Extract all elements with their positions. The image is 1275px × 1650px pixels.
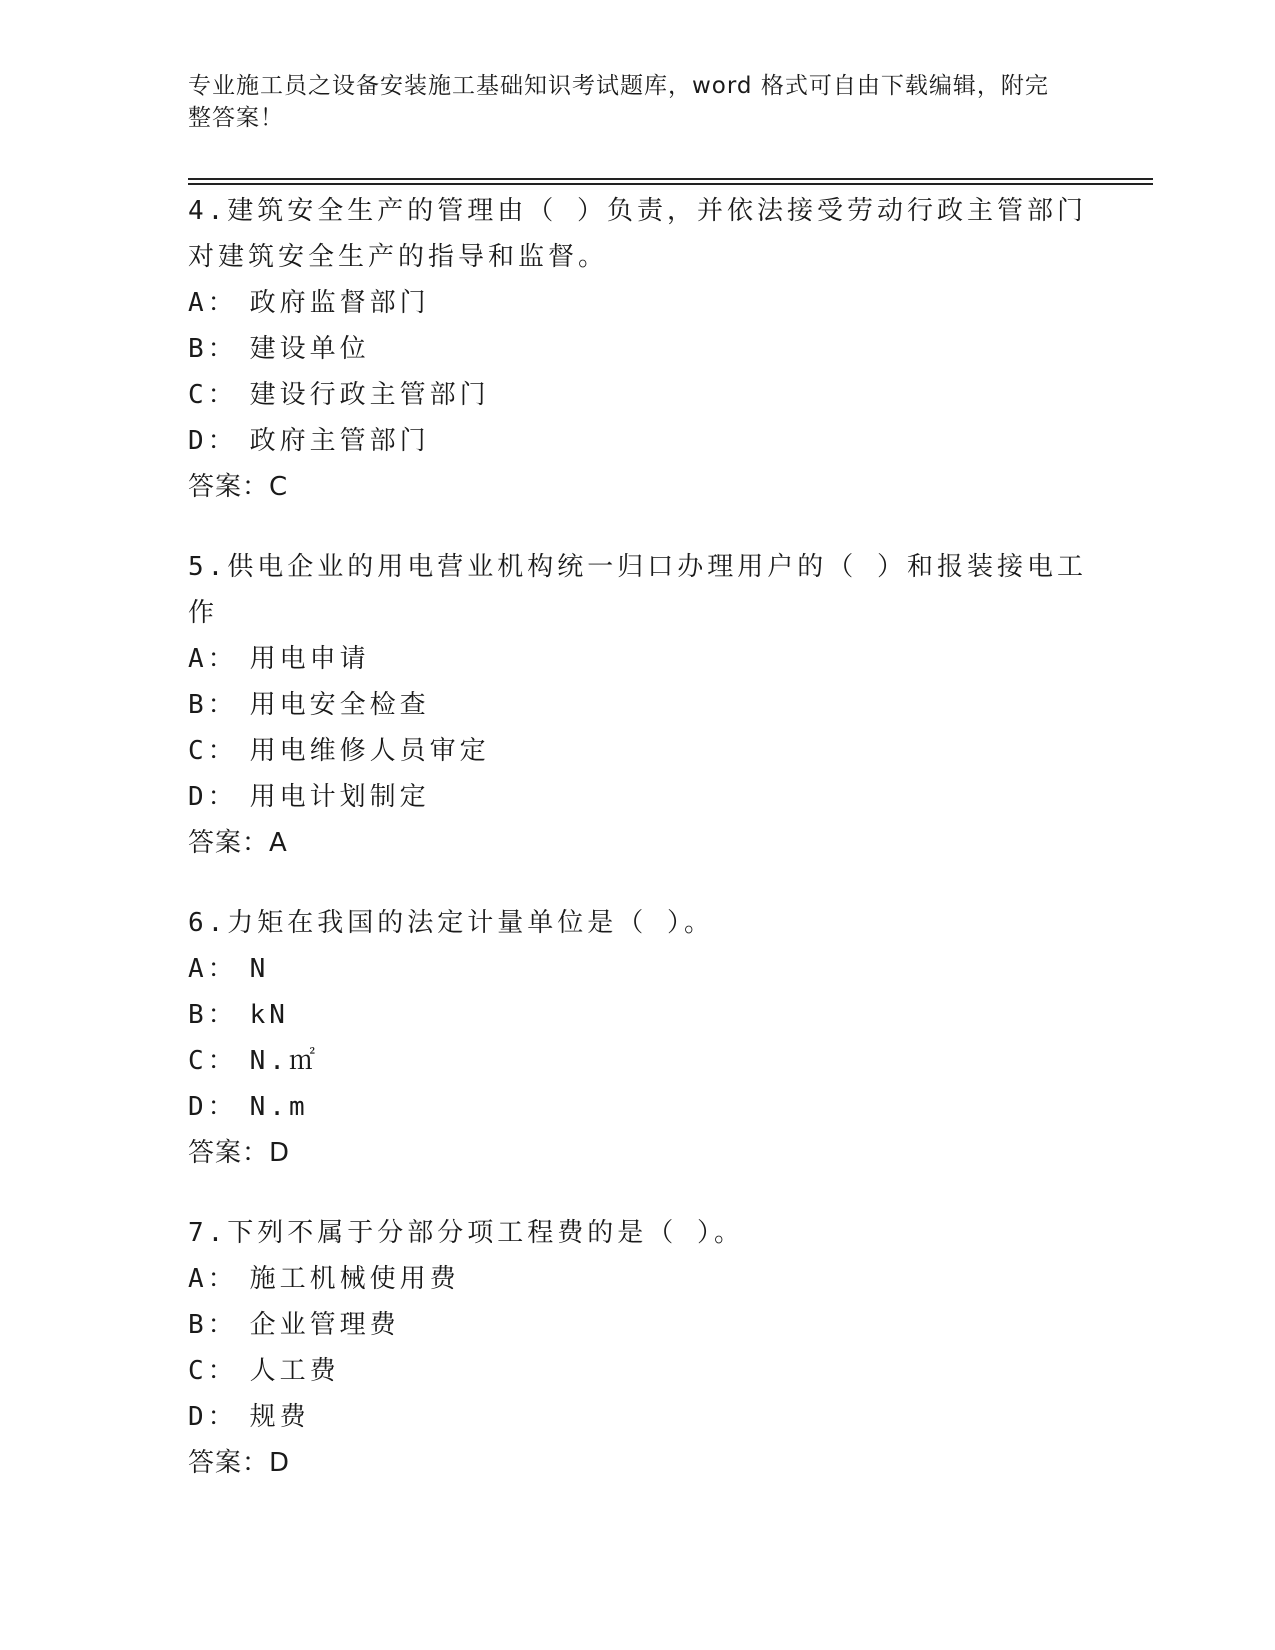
option-label: D：	[188, 1402, 238, 1432]
option-text: 用电计划制定	[249, 782, 430, 812]
question-text: 7.下列不属于分部分项工程费的是（ ）。	[188, 1218, 744, 1248]
option-label: B：	[188, 334, 238, 364]
option-b	[188, 326, 1088, 372]
option-a	[188, 946, 1088, 992]
question-7	[188, 1210, 1088, 1486]
option-text: 用电安全检查	[249, 690, 430, 720]
header-line-2: 整答案！	[188, 105, 284, 131]
option-label: A：	[188, 644, 238, 674]
option-c	[188, 372, 1088, 418]
option-d	[188, 1084, 1088, 1130]
option-text: kN	[249, 1000, 289, 1030]
option-text: 政府监督部门	[249, 288, 430, 318]
option-label: D：	[188, 426, 238, 456]
option-label: A：	[188, 1264, 238, 1294]
option-a	[188, 1256, 1088, 1302]
header-line-1: 专业施工员之设备安装施工基础知识考试题库，word 格式可自由下载编辑，附完	[188, 73, 1049, 99]
option-text: 政府主管部门	[249, 426, 430, 456]
header-divider-bottom	[188, 183, 1153, 185]
option-c	[188, 728, 1088, 774]
option-text: 用电维修人员审定	[249, 736, 490, 766]
question-4	[188, 188, 1088, 510]
option-text: N.㎡	[249, 1046, 319, 1076]
option-d	[188, 418, 1088, 464]
option-b	[188, 1302, 1088, 1348]
option-label: C：	[188, 1356, 238, 1386]
option-label: B：	[188, 1000, 238, 1030]
option-d	[188, 1394, 1088, 1440]
question-list	[188, 188, 1088, 1520]
question-text: 5.供电企业的用电营业机构统一归口办理用户的（ ）和报装接电工作	[188, 552, 1087, 628]
option-text: 规费	[249, 1402, 310, 1432]
option-text: N.m	[249, 1092, 309, 1122]
question-text: 6.力矩在我国的法定计量单位是（ ）。	[188, 908, 714, 938]
option-label: B：	[188, 690, 238, 720]
option-text: 用电申请	[249, 644, 370, 674]
option-label: A：	[188, 288, 238, 318]
option-text: 施工机械使用费	[249, 1264, 460, 1294]
option-a	[188, 636, 1088, 682]
question-text: 4.建筑安全生产的管理由（ ）负责，并依法接受劳动行政主管部门对建筑安全生产的指导和监督。	[188, 196, 1087, 272]
option-label: B：	[188, 1310, 238, 1340]
option-label: C：	[188, 736, 238, 766]
option-c	[188, 1038, 1088, 1084]
header-divider-top	[188, 178, 1153, 180]
option-label: C：	[188, 380, 238, 410]
option-text: N	[249, 954, 270, 984]
answer-line: 答案：A	[188, 828, 288, 858]
question-5	[188, 544, 1088, 866]
option-c	[188, 1348, 1088, 1394]
answer-line: 答案：D	[188, 1138, 291, 1168]
option-a	[188, 280, 1088, 326]
document-header	[188, 70, 1088, 134]
option-text: 建设单位	[249, 334, 370, 364]
question-6	[188, 900, 1088, 1176]
option-label: D：	[188, 782, 238, 812]
option-b	[188, 682, 1088, 728]
option-text: 人工费	[249, 1356, 340, 1386]
option-label: D：	[188, 1092, 238, 1122]
option-b	[188, 992, 1088, 1038]
answer-line: 答案：D	[188, 1448, 291, 1478]
option-label: C：	[188, 1046, 238, 1076]
option-text: 建设行政主管部门	[249, 380, 490, 410]
answer-line: 答案：C	[188, 472, 289, 502]
option-d	[188, 774, 1088, 820]
option-text: 企业管理费	[249, 1310, 400, 1340]
option-label: A：	[188, 954, 238, 984]
